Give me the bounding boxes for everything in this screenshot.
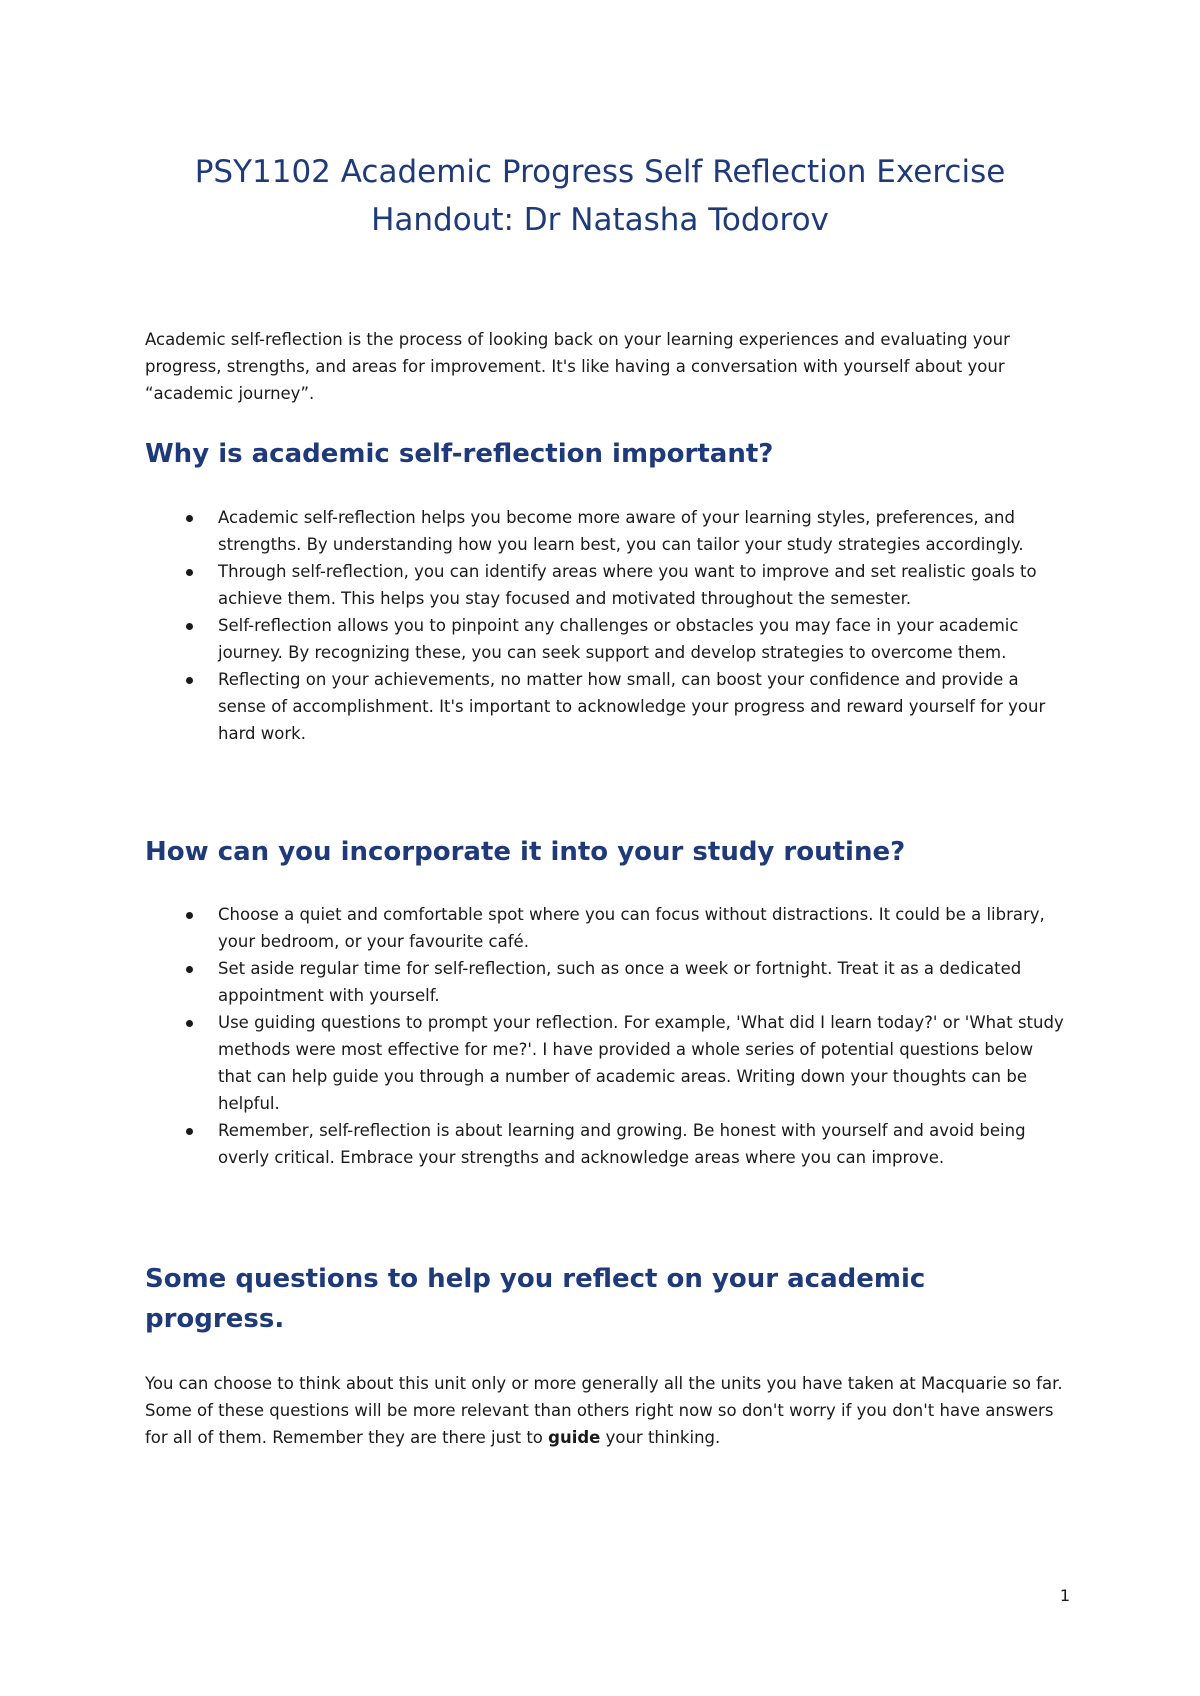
bullet-icon bbox=[186, 1128, 193, 1135]
list-item-text: Academic self-reflection helps you become more aware of your learning styles, preferences, and strengths. By understanding how you learn best, you can tailor your study strategies accordingly. bbox=[218, 508, 1024, 554]
list-item bbox=[145, 666, 1065, 747]
list-item-text: Set aside regular time for self-reflection, such as once a week or fortnight. Treat it as a dedicated appointment with yourself. bbox=[218, 959, 1022, 1005]
heading-reflection-questions: Some questions to help you reflect on your academic progress. bbox=[145, 1264, 926, 1334]
document-title bbox=[100, 148, 1100, 244]
list-item bbox=[145, 901, 1065, 955]
bullet-icon bbox=[186, 569, 193, 576]
list-item bbox=[145, 558, 1065, 612]
bullet-icon bbox=[186, 623, 193, 630]
heading-how-incorporate: How can you incorporate it into your study routine? bbox=[145, 837, 906, 867]
title-line-2: Handout: Dr Natasha Todorov bbox=[371, 202, 829, 238]
emphasis-guide: guide bbox=[548, 1428, 601, 1447]
questions-intro-paragraph bbox=[145, 1370, 1065, 1451]
list-item bbox=[145, 1117, 1065, 1171]
list-item bbox=[145, 612, 1065, 666]
questions-text-end: your thinking. bbox=[600, 1428, 721, 1447]
list-item-text: Remember, self-reflection is about learning and growing. Be honest with yourself and avoid being overly critical. Embrace your strengths and acknowledge areas where you can improve. bbox=[218, 1121, 1026, 1167]
title-line-1: PSY1102 Academic Progress Self Reflection Exercise bbox=[194, 154, 1006, 190]
how-bullet-list bbox=[145, 901, 1065, 1171]
bullet-icon bbox=[186, 966, 193, 973]
list-item bbox=[145, 504, 1065, 558]
list-item-text: Self-reflection allows you to pinpoint any challenges or obstacles you may face in your academic journey. By recognizing these, you can seek support and develop strategies to overcome them. bbox=[218, 616, 1019, 662]
intro-paragraph: Academic self-reflection is the process of looking back on your learning experiences and evaluating your progress, strengths, and areas for improvement. It's like having a conversation with yourself about your “academic journey”. bbox=[145, 330, 1010, 403]
list-item bbox=[145, 1009, 1065, 1117]
list-item-text: Through self-reflection, you can identify areas where you want to improve and set realistic goals to achieve them. This helps you stay focused and motivated throughout the semester. bbox=[218, 562, 1037, 608]
list-item-text: Use guiding questions to prompt your reflection. For example, 'What did I learn today?' or 'What study methods were most effective for me?'. I have provided a whole series of potential questions below that can help guide you through a number of academic areas. Writing down your thoughts can be helpful. bbox=[218, 1013, 1064, 1113]
list-item bbox=[145, 955, 1065, 1009]
list-item-text: Reflecting on your achievements, no matter how small, can boost your confidence and provide a sense of accomplishment. It's important to acknowledge your progress and reward yourself for your hard work. bbox=[218, 670, 1046, 743]
list-item-text: Choose a quiet and comfortable spot where you can focus without distractions. It could be a library, your bedroom, or your favourite café. bbox=[218, 905, 1045, 951]
questions-text-start: You can choose to think about this unit only or more generally all the units you have taken at Macquarie so far. Some of these questions will be more relevant than others right now so don't worry if you don't have answers for all of them. Remember they are there just to bbox=[145, 1374, 1063, 1447]
bullet-icon bbox=[186, 677, 193, 684]
page-number: 1 bbox=[1059, 1586, 1070, 1605]
bullet-icon bbox=[186, 912, 193, 919]
bullet-icon bbox=[186, 515, 193, 522]
why-bullet-list bbox=[145, 504, 1065, 747]
heading-why-important: Why is academic self-reflection important? bbox=[145, 439, 774, 469]
bullet-icon bbox=[186, 1020, 193, 1027]
